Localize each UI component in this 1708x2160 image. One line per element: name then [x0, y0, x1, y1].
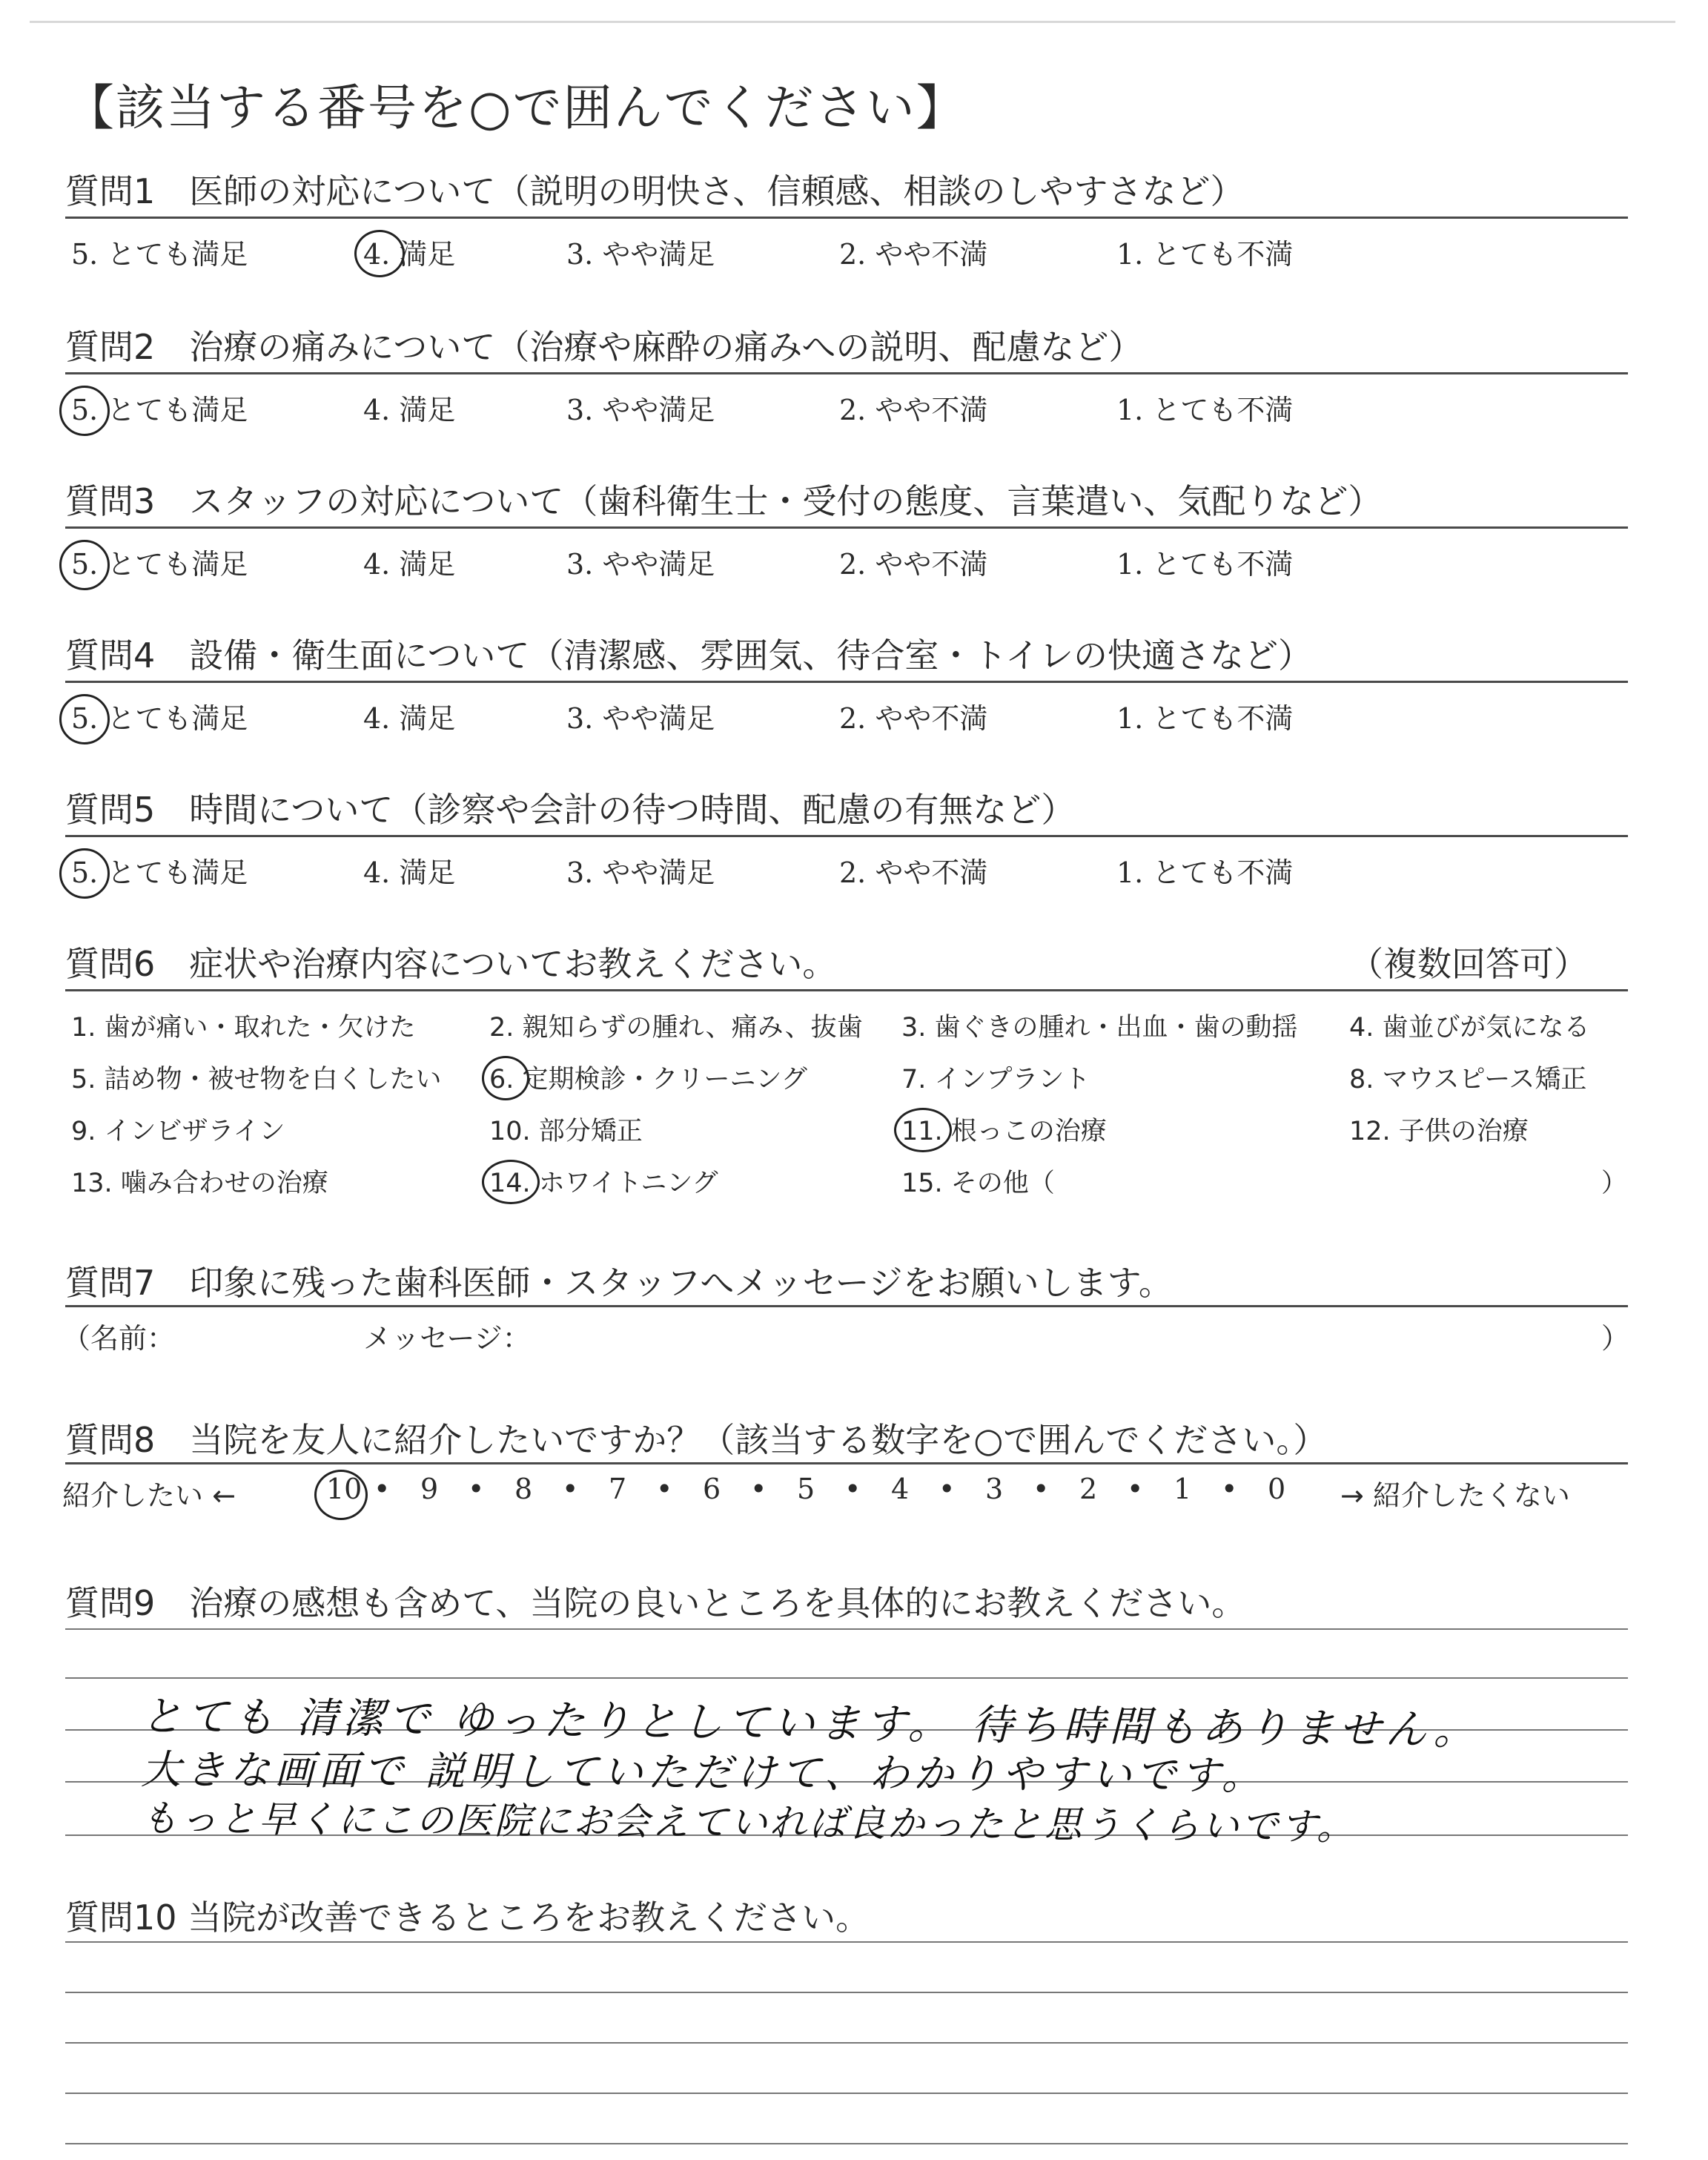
- rule: [65, 372, 1628, 374]
- q8-scale-separator: •: [844, 1473, 861, 1505]
- q6-option-12[interactable]: 12. 子供の治療: [1349, 1117, 1529, 1146]
- q6-option-9[interactable]: 9. インビザライン: [71, 1117, 285, 1146]
- q8-scale-7[interactable]: 7: [609, 1473, 627, 1505]
- q8-scale-6[interactable]: 6: [703, 1473, 721, 1505]
- question-6-note: （複数回答可）: [1349, 944, 1588, 984]
- question-3: 質問3 スタッフの対応について（歯科衛生士・受付の態度、言葉遣い、気配りなど）: [65, 481, 1383, 521]
- q3-option-3[interactable]: 3. やや満足: [566, 548, 715, 581]
- q3-option-1[interactable]: 1. とても不満: [1116, 548, 1294, 581]
- answer-circle: [59, 848, 110, 899]
- rule: [65, 526, 1628, 529]
- q6-option-13[interactable]: 13. 噛み合わせの治療: [71, 1169, 328, 1198]
- answer-circle: [482, 1056, 529, 1100]
- q8-scale-separator: •: [1127, 1473, 1144, 1505]
- handwritten-line-1: とても 清潔で ゆったりとしています。 待ち時間もありません。: [140, 1692, 1480, 1755]
- question-4: 質問4 設備・衛生面について（清潔感、雰囲気、待合室・トイレの快適さなど）: [65, 635, 1313, 676]
- q8-scale-2[interactable]: 2: [1079, 1473, 1098, 1505]
- q1-option-1[interactable]: 1. とても不満: [1116, 238, 1294, 271]
- q3-option-5[interactable]: 5. とても満足: [71, 548, 248, 581]
- q6-option-15[interactable]: 15. その他（: [901, 1169, 1055, 1198]
- q4-option-5[interactable]: 5. とても満足: [71, 702, 248, 735]
- q6-option-4[interactable]: 4. 歯並びが気になる: [1349, 1013, 1590, 1043]
- q3-option-4[interactable]: 4. 満足: [363, 548, 456, 581]
- q8-scale-separator: •: [374, 1473, 391, 1505]
- q1-option-4[interactable]: 4. 満足: [363, 238, 456, 271]
- handwritten-line-3: もっと早くにこの医院にお会えていれば良かったと思うくらいです。: [140, 1797, 1357, 1849]
- q8-scale-separator: •: [656, 1473, 673, 1505]
- question-9: 質問9 治療の感想も含めて、当院の良いところを具体的にお教えください。: [65, 1583, 1246, 1623]
- rule: [65, 217, 1628, 219]
- q6-option-15-close: ）: [1601, 1169, 1628, 1198]
- q6-option-5[interactable]: 5. 詰め物・被せ物を白くしたい: [71, 1065, 442, 1094]
- q8-scale-10[interactable]: 10: [326, 1473, 363, 1505]
- q8-scale-5[interactable]: 5: [797, 1473, 815, 1505]
- q8-scale-4[interactable]: 4: [891, 1473, 910, 1505]
- q3-option-2[interactable]: 2. やや不満: [839, 548, 988, 581]
- question-6: 質問6 症状や治療内容についてお教えください。: [65, 944, 837, 984]
- q8-right-label: → 紹介したくない: [1340, 1479, 1570, 1512]
- q6-option-2[interactable]: 2. 親知らずの腫れ、痛み、抜歯: [489, 1013, 863, 1043]
- question-8: 質問8 当院を友人に紹介したいですか？（該当する数字を○で囲んでください。）: [65, 1420, 1328, 1460]
- q8-scale-separator: •: [939, 1473, 956, 1505]
- q6-option-10[interactable]: 10. 部分矯正: [489, 1117, 643, 1146]
- question-2: 質問2 治療の痛みについて（治療や麻酔の痛みへの説明、配慮など）: [65, 327, 1143, 367]
- answer-circle: [354, 230, 405, 277]
- answer-circle: [894, 1108, 952, 1152]
- q6-option-6[interactable]: 6. 定期検診・クリーニング: [489, 1065, 807, 1094]
- q6-option-1[interactable]: 1. 歯が痛い・取れた・欠けた: [71, 1013, 416, 1043]
- q2-option-5[interactable]: 5. とても満足: [71, 394, 248, 426]
- rule: [65, 1305, 1628, 1307]
- rule: [65, 1677, 1628, 1679]
- q4-option-3[interactable]: 3. やや満足: [566, 702, 715, 735]
- q7-close: ）: [1601, 1322, 1630, 1355]
- question-5: 質問5 時間について（診察や会計の待つ時間、配慮の有無など）: [65, 790, 1076, 830]
- answer-circle: [59, 540, 110, 590]
- question-7: 質問7 印象に残った歯科医師・スタッフへメッセージをお願いします。: [65, 1263, 1173, 1303]
- q6-option-11[interactable]: 11. 根っこの治療: [901, 1117, 1107, 1146]
- rule: [65, 1941, 1628, 1943]
- rule: [65, 2093, 1628, 2094]
- answer-circle: [59, 386, 110, 436]
- answer-circle: [59, 694, 110, 744]
- q2-option-1[interactable]: 1. とても不満: [1116, 394, 1294, 426]
- q8-scale-separator: •: [1033, 1473, 1050, 1505]
- rule: [65, 681, 1628, 683]
- rule: [65, 835, 1628, 837]
- q5-option-1[interactable]: 1. とても不満: [1116, 856, 1294, 889]
- q7-name-label: （名前：: [62, 1322, 176, 1355]
- q2-option-3[interactable]: 3. やや満足: [566, 394, 715, 426]
- rule: [65, 2143, 1628, 2144]
- rule: [65, 989, 1628, 991]
- q6-option-7[interactable]: 7. インプラント: [901, 1065, 1090, 1094]
- q7-message-label: メッセージ：: [363, 1322, 531, 1355]
- q5-option-3[interactable]: 3. やや満足: [566, 856, 715, 889]
- handwritten-line-2: 大きな画面で 説明していただけて、わかりやすいです。: [140, 1746, 1266, 1799]
- q5-option-4[interactable]: 4. 満足: [363, 856, 456, 889]
- question-1: 質問1 医師の対応について（説明の明快さ、信頼感、相談のしやすさなど）: [65, 171, 1245, 211]
- top-border: [30, 21, 1675, 23]
- q8-scale-separator: •: [1221, 1473, 1238, 1505]
- q5-option-2[interactable]: 2. やや不満: [839, 856, 988, 889]
- q4-option-2[interactable]: 2. やや不満: [839, 702, 988, 735]
- rule: [65, 1462, 1628, 1464]
- q6-option-14[interactable]: 14. ホワイトニング: [489, 1169, 718, 1198]
- q4-option-4[interactable]: 4. 満足: [363, 702, 456, 735]
- q8-left-label: 紹介したい ←: [62, 1479, 236, 1512]
- q6-option-8[interactable]: 8. マウスピース矯正: [1349, 1065, 1587, 1094]
- q8-scale-0[interactable]: 0: [1268, 1473, 1286, 1505]
- q2-option-4[interactable]: 4. 満足: [363, 394, 456, 426]
- q8-scale-8[interactable]: 8: [514, 1473, 533, 1505]
- q8-scale-separator: •: [562, 1473, 579, 1505]
- q1-option-3[interactable]: 3. やや満足: [566, 238, 715, 271]
- q8-scale-separator: •: [750, 1473, 767, 1505]
- q8-scale-1[interactable]: 1: [1174, 1473, 1192, 1505]
- instruction-title: 【該当する番号を○で囲んでください】: [65, 79, 967, 136]
- q8-scale-3[interactable]: 3: [985, 1473, 1004, 1505]
- q1-option-5[interactable]: 5. とても満足: [71, 238, 248, 271]
- q1-option-2[interactable]: 2. やや不満: [839, 238, 988, 271]
- q5-option-5[interactable]: 5. とても満足: [71, 856, 248, 889]
- rule: [65, 1628, 1628, 1630]
- q8-scale-9[interactable]: 9: [420, 1473, 439, 1505]
- rule: [65, 1992, 1628, 1993]
- q4-option-1[interactable]: 1. とても不満: [1116, 702, 1294, 735]
- answer-circle: [314, 1470, 368, 1520]
- q2-option-2[interactable]: 2. やや不満: [839, 394, 988, 426]
- q8-scale-separator: •: [468, 1473, 485, 1505]
- question-10: 質問10 当院が改善できるところをお教えください。: [65, 1898, 870, 1938]
- rule: [65, 2042, 1628, 2044]
- q6-option-3[interactable]: 3. 歯ぐきの腫れ・出血・歯の動揺: [901, 1013, 1298, 1043]
- answer-circle: [482, 1160, 540, 1204]
